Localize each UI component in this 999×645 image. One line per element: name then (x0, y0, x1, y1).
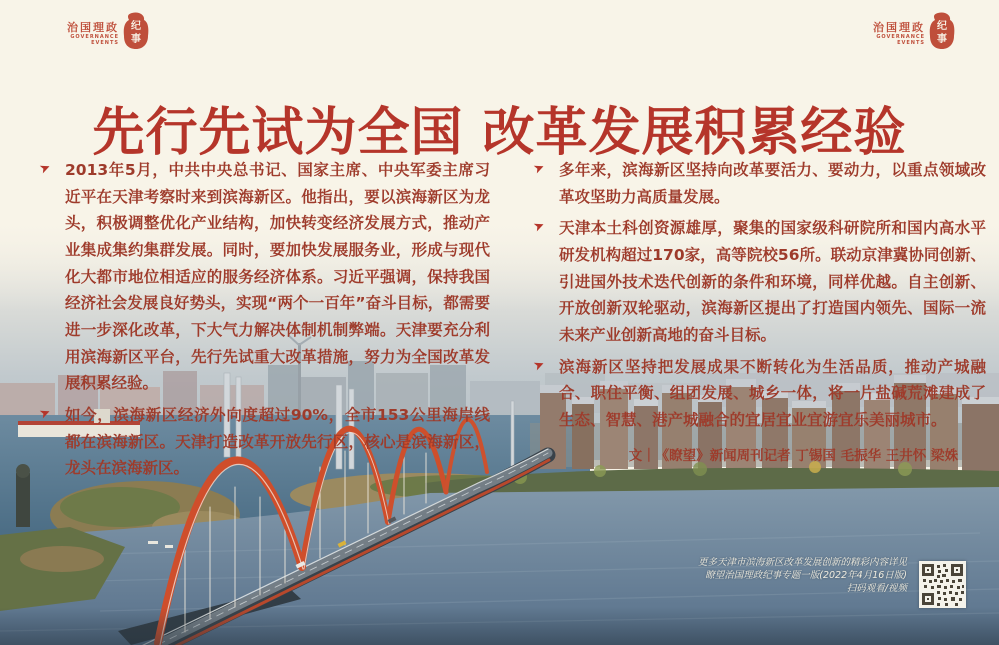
right-column (531, 157, 986, 464)
seal-icon (929, 12, 955, 54)
paragraph-text: 多年来，滨海新区坚持向改革要活力、要动力，以重点领域改革攻坚助力高质量发展。 (559, 161, 986, 206)
paragraph (531, 215, 986, 348)
logo-title: 治国理政 (873, 20, 925, 34)
svg-text:纪: 纪 (937, 21, 947, 32)
byline: 文｜《瞭望》新闻周刊记者 丁锡国 毛振华 王井怀 梁姝 (628, 447, 958, 464)
svg-text:事: 事 (937, 34, 947, 45)
governance-events-logo-right (861, 12, 955, 54)
paragraph-text: 天津本土科创资源雄厚，聚集的国家级科研院所和国内高水平研发机构超过170家，高等院校56所。联动京津冀协同创新、引进国外技术迭代创新的条件和环境，同样优越。自主创新、开放创新双轮驱动，滨海新区提出了打造国内领先、国际一流未来产业创新高地的奋斗目标。 (559, 219, 986, 344)
arrow-bullet-icon: ➤ (37, 159, 54, 178)
paragraph-text: 滨海新区坚持把发展成果不断转化为生活品质，推动产城融合、职住平衡、组团发展、城乡一体，将一片盐碱荒滩建成了生态、智慧、港产城融合的宜居宜业宜游宜乐美丽城市。 (559, 357, 986, 429)
logo-subtitle: GOVERNANCE EVENTS (876, 33, 925, 46)
governance-events-logo-left (55, 12, 149, 54)
paragraph (531, 157, 986, 210)
caption-line: 更多天津市滨海新区改革发展创新的精彩内容详见 (697, 557, 907, 568)
left-column (37, 157, 490, 487)
seal-icon (123, 12, 149, 54)
arrow-bullet-icon: ➤ (531, 217, 548, 236)
logo-title: 治国理政 (67, 20, 119, 34)
svg-text:事: 事 (131, 34, 141, 45)
svg-text:纪: 纪 (131, 21, 141, 32)
paragraph (531, 354, 986, 434)
photo-caption (698, 556, 907, 595)
paragraph (37, 157, 490, 397)
qr-code (919, 561, 966, 608)
caption-line: 扫码观看/视频 (846, 583, 907, 594)
caption-line: 瞭望治国理政纪事专题一版(2022年4月16日版) (705, 570, 907, 581)
paragraph-text: 如今，滨海新区经济外向度超过90%，全市153公里海岸线都在滨海新区。天津打造改革开放先行区，核心是滨海新区，龙头在滨海新区。 (65, 405, 490, 478)
logo-subtitle: GOVERNANCE EVENTS (70, 33, 119, 46)
arrow-bullet-icon: ➤ (531, 356, 548, 375)
page-title: 先行先试为全国 改革发展积累经验 (92, 102, 907, 163)
paragraph-text: 2013年5月，中共中央总书记、国家主席、中央军委主席习近平在天津考察时来到滨海新区。他指出，要以滨海新区为龙头，积极调整优化产业结构，加快转变经济发展方式，推动产业集成集约集群发展。同时，要加快发展服务业，形成与现代化大都市地位相适应的服务经济体系。习近平强调，保持我国经济社会发展良好势头，实现“两个一百年”奋斗目标，都需要进一步深化改革，下大气力解决体制机制弊端。天津要充分利用滨海新区平台，先行先试重大改革措施，努力为全国改革发展积累经验。 (65, 161, 490, 393)
arrow-bullet-icon: ➤ (531, 159, 548, 178)
paragraph (37, 402, 490, 482)
arrow-bullet-icon: ➤ (37, 404, 54, 423)
